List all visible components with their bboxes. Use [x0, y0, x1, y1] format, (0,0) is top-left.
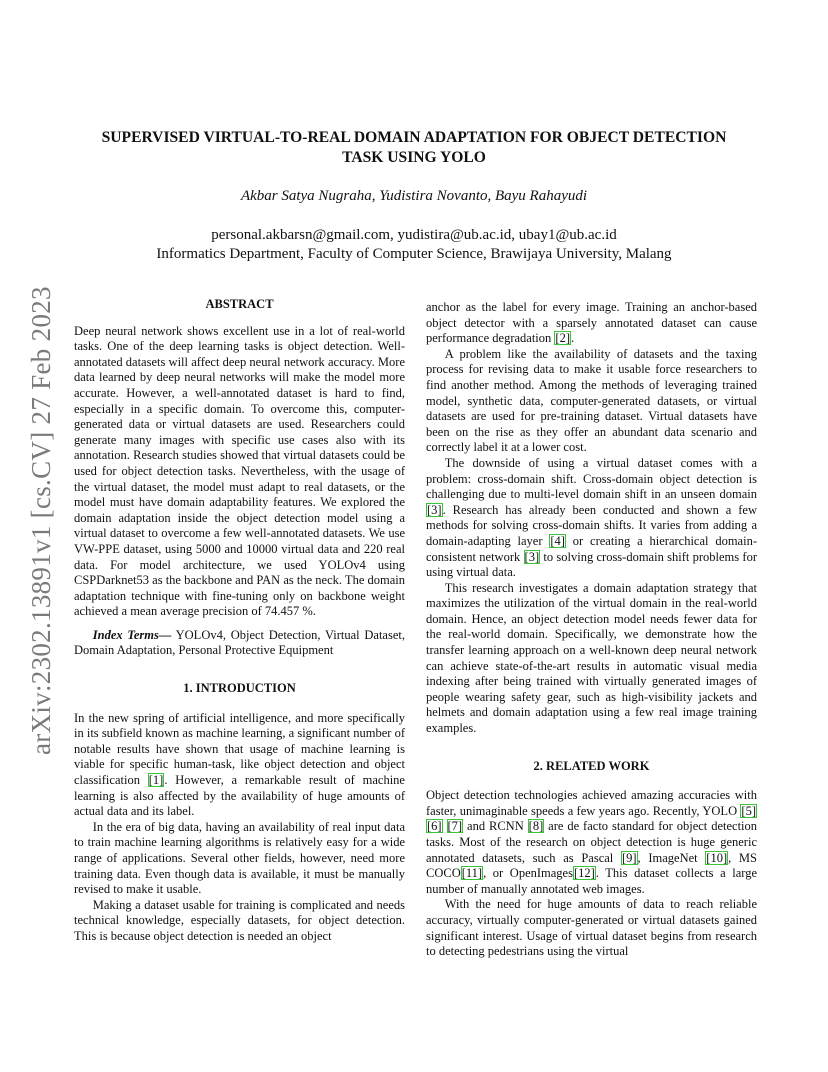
- intro-paragraph-3: Making a dataset usable for training is complicated and needs technical knowledge, especially datasets, for object detection. This is because object detection is needed an object: [74, 897, 405, 943]
- related-p1-text-f: , or OpenImages: [483, 866, 573, 881]
- related-paragraph-1: [426, 788, 757, 897]
- citation-link[interactable]: [8]: [528, 819, 544, 834]
- introduction-heading: 1. INTRODUCTION: [183, 681, 296, 696]
- citation-link[interactable]: [4]: [550, 533, 565, 548]
- citation-link[interactable]: [5]: [741, 803, 756, 818]
- related-p1-text-g: . This dataset collects a large number of manually annotated web images.: [426, 866, 758, 896]
- index-terms-label: Index Terms—: [92, 627, 172, 642]
- citation-link[interactable]: [3]: [427, 502, 442, 517]
- related-p1-text-e: , MS COCO: [426, 850, 757, 881]
- index-terms-text: YOLOv4, Object Detection, Virtual Dataset, Domain Adaptation, Personal Protective Equipment: [74, 627, 405, 658]
- arxiv-identifier: arXiv:2302.13891v1 [cs.CV] 27 Feb 2023: [26, 286, 56, 756]
- right-p1-text-a: anchor as the label for every image. Training an anchor-based object detector with a sparsely annotated dataset can cause performance degradation: [426, 300, 757, 346]
- right-p1-text-b: .: [570, 331, 575, 346]
- right-paragraph-4: This research investigates a domain adaptation strategy that maximizes the utilization of the virtual domain in the real-world domain. Hence, an object detection model needs fewer data for the real-world domain. Specifically, we demonstrate how the transfer learning approach on a well-known deep neural network can achieve state-of-the-art results in automatic visual media indexing after being trained with virtually generated images of people wearing safety gear, such as high-visibility jackets and helmets and domain adaptation using a few real image training examples.: [426, 580, 757, 736]
- citation-link[interactable]: [6]: [427, 819, 442, 834]
- right-column: [426, 300, 757, 960]
- intro-p1-text-a: In the new spring of artificial intelligence, and more specifically in its subfield known as machine learning, a significant number of notable results have shown that usage of machine learning is viable for specific human-task, like object detection and object classification: [74, 710, 405, 788]
- intro-paragraph-2: In the era of big data, having an availability of real input data to train machine learning algorithms is relatively easy for a wide range of applications. Several other fields, however, need more training data. Even though data is available, it must be manually revised to make it usable.: [74, 819, 405, 897]
- right-p3-text-c: or creating a hierarchical domain-consistent network: [426, 533, 757, 564]
- related-p1-text-d: , ImageNet: [637, 850, 706, 865]
- related-p1-text-b: and RCNN: [463, 819, 528, 834]
- title-line-1: SUPERVISED VIRTUAL-TO-REAL DOMAIN ADAPTATION FOR OBJECT DETECTION: [101, 129, 727, 146]
- right-p3-text-a: The downside of using a virtual dataset comes with a problem: cross-domain shift. Cross-domain object detection is challenging due to multi-level domain shift in an unseen domain: [426, 455, 757, 502]
- related-p1-text-c: are de facto standard for object detection tasks. Most of the research on object detection is huge generic annotated datasets, such as Pascal: [426, 819, 758, 865]
- paper-title: [74, 128, 754, 168]
- right-paragraph-3: [426, 456, 757, 581]
- right-paragraph-1: [426, 300, 757, 347]
- citation-link[interactable]: [12]: [573, 866, 595, 881]
- citation-link[interactable]: [10]: [706, 850, 728, 865]
- affiliation-line: Informatics Department, Faculty of Computer Science, Brawijaya University, Malang: [156, 246, 672, 262]
- intro-p1-text-b: . However, a remarkable result of machine learning is also affected by the availability of huge amounts of actual data and its label.: [74, 773, 405, 819]
- index-terms: [74, 628, 405, 659]
- citation-link[interactable]: [2]: [555, 331, 570, 346]
- right-paragraph-2: A problem like the availability of datasets and the taxing process for revising data to make it usable force researchers to find another method. Among the methods of leveraging trained model, synthetic data, computer-generated datasets, or virtual datasets are used for pre-training dataset. Virtual datasets have been on the rise as they offer an abundant data scenario and correctly label it at a lower cost.: [426, 346, 757, 455]
- abstract-text: Deep neural network shows excellent use in a lot of real-world tasks. One of the deep learning tasks is object detection. Well-annotated datasets will affect deep neural network accuracy. More data learned by deep neural networks will make the model more accurate. However, a well-annotated dataset is hard to find, especially in a specific domain. To overcome this, computer-generated data or virtual datasets are used. Researchers could generate many images with specific use cases also with its annotation. Research studies showed that virtual datasets could be used for object detection tasks. Nevertheless, with the usage of the virtual dataset, the model must adapt to real datasets, or the model must have domain adaptability features. We explored the domain adaptation inside the object detection model using a virtual dataset to overcome a few well-annotated datasets. We use VW-PPE dataset, using 5000 and 10000 virtual data and 220 real data. For model architecture, we used YOLOv4 using CSPDarknet53 as the backbone and PAN as the neck. The domain adaptation technique with fine-tuning only on backbone weight achieved a mean average precision of 74.457 %.: [74, 323, 405, 619]
- right-p3-text-d: to solving cross-domain shift problems for using virtual data.: [426, 549, 757, 580]
- intro-paragraph-1: [74, 711, 405, 820]
- related-paragraph-2: With the need for huge amounts of data to reach reliable accuracy, virtually computer-generated or virtual datasets gained significant interest. Usage of virtual dataset begins from research to detecting pedestrians using the virtual: [426, 897, 757, 959]
- email-line: personal.akbarsn@gmail.com, yudistira@ub.ac.id, ubay1@ub.ac.id: [211, 227, 617, 243]
- title-line-2: TASK USING YOLO: [342, 149, 486, 166]
- abstract-heading: ABSTRACT: [205, 297, 274, 311]
- citation-link[interactable]: [9]: [621, 850, 637, 865]
- related-p1-text-a: Object detection technologies achieved amazing accuracies with faster, unimaginable speeds a few years ago. Recently, YOLO: [426, 788, 757, 818]
- right-p3-text-b: . Research has already been conducted and shown a few methods for solving cross-domain shifts. It varies from adding a domain-adapting layer: [426, 502, 757, 548]
- citation-link[interactable]: [11]: [461, 866, 483, 881]
- citation-link[interactable]: [1]: [148, 773, 164, 788]
- citation-link[interactable]: [7]: [447, 819, 463, 834]
- citation-link[interactable]: [3]: [524, 549, 540, 564]
- left-column: [74, 297, 405, 945]
- author-contact: [74, 226, 754, 264]
- related-work-heading: 2. RELATED WORK: [533, 758, 650, 773]
- author-list: Akbar Satya Nugraha, Yudistira Novanto, Bayu Rahayudi: [240, 188, 588, 204]
